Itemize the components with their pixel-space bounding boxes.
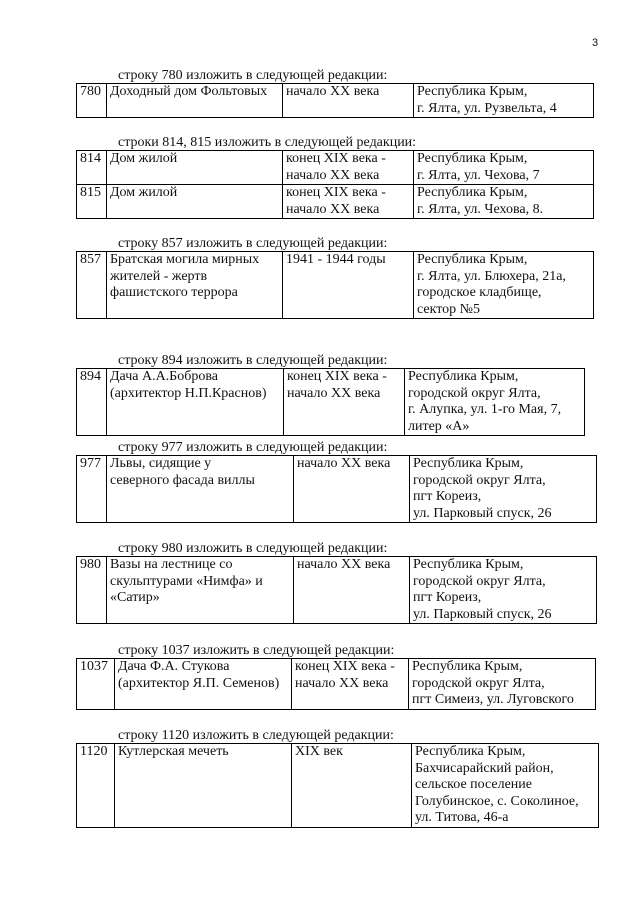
cell-text-line: Кутлерская мечеть [118,744,229,759]
row-number-cell: 780 [77,84,107,118]
cell-text-line: конец XIX века - [287,369,387,384]
cell-text-line: пгт Кореиз, [413,590,482,605]
cell-text-line: г. Ялта, ул. Чехова, 8. [417,201,544,217]
object-name-cell [115,659,292,710]
heritage-table [76,251,594,319]
cell-text-line: пгт Симеиз, ул. Луговского [412,692,574,707]
cell-text-line: Львы, сидящие у [110,456,212,471]
dating-cell [283,151,414,185]
section-heading: строки 814, 815 изложить в следующей редакции: [118,135,417,150]
section-heading: строку 894 изложить в следующей редакции: [118,353,388,368]
cell-text-line: ул. Парковый спуск, 26 [413,505,552,521]
cell-text-line: скульптурами «Нимфа» и [110,573,263,589]
cell-text-line: начало XX века [286,201,380,217]
cell-text-line: сельское поселение [415,777,532,792]
section-heading: строку 980 изложить в следующей редакции: [118,541,388,556]
cell-text-line: Республика Крым, [417,151,528,166]
heritage-table [76,658,596,710]
cell-text-line: жителей - жертв [110,268,208,284]
cell-text-line: Республика Крым, [417,185,528,200]
cell-text-line: (архитектор Я.П. Семенов) [118,675,280,691]
cell-text-line: начало XX века [297,557,391,572]
cell-text-line: городской округ Ялта, [413,573,546,589]
section-heading: строку 1037 изложить в следующей редакции: [118,643,395,658]
cell-text-line: Республика Крым, [417,252,528,267]
cell-text-line: ул. Титова, 46-а [415,810,509,825]
cell-text-line: XIX век [295,744,343,759]
address-cell [414,151,594,185]
address-cell [412,744,599,828]
heritage-table [76,150,594,219]
cell-text-line: городское кладбище, [417,285,542,300]
cell-text-line: 1941 - 1944 годы [286,252,386,267]
cell-text-line: Республика Крым, [413,557,524,572]
row-number-cell: 980 [77,557,107,624]
dating-cell [292,659,409,710]
object-name-cell [107,185,283,219]
section-heading: строку 1120 изложить в следующей редакции: [118,728,394,743]
section-heading: строку 780 изложить в следующей редакции: [118,68,388,83]
address-cell [410,557,597,624]
cell-text-line: Республика Крым, [412,659,523,674]
dating-cell [283,185,414,219]
cell-text-line: начало XX века [297,456,391,471]
cell-text-line: Республика Крым, [413,456,524,471]
cell-text-line: городской округ Ялта, [408,385,541,401]
dating-cell [292,744,412,828]
cell-text-line: городской округ Ялта, [413,472,546,488]
cell-text-line: Дача Ф.А. Стукова [118,659,230,674]
row-number-cell: 857 [77,252,107,319]
object-name-cell [107,557,294,624]
cell-text-line: городской округ Ялта, [412,675,545,691]
cell-text-line: литер «А» [408,418,470,434]
table-row [77,456,597,523]
cell-text-line: Вазы на лестнице со [110,557,233,572]
dating-cell [294,557,410,624]
object-name-cell [107,369,284,436]
object-name-cell [107,456,294,523]
heritage-table [76,556,597,624]
dating-cell [284,369,405,436]
section-heading: строку 977 изложить в следующей редакции: [118,440,388,455]
cell-text-line: Дом жилой [110,151,178,166]
cell-text-line: г. Алупка, ул. 1-го Мая, 7, [408,402,562,417]
cell-text-line: Голубинское, с. Соколиное, [415,793,579,809]
address-cell [409,659,596,710]
cell-text-line: Республика Крым, [408,369,519,384]
cell-text-line: Республика Крым, [417,84,528,99]
cell-text-line: пгт Кореиз, [413,489,482,504]
table-row [77,744,599,828]
cell-text-line: (архитектор Н.П.Краснов) [110,385,267,401]
heritage-table [76,743,599,828]
table-row [77,252,594,319]
cell-text-line: Доходный дом Фольтовых [110,84,268,99]
heritage-table [76,368,585,436]
cell-text-line: «Сатир» [110,590,160,605]
cell-text-line: начало XX века [286,167,380,183]
object-name-cell [107,151,283,185]
cell-text-line: северного фасада виллы [110,472,255,488]
cell-text-line: начало XX века [286,84,380,99]
object-name-cell [115,744,292,828]
cell-text-line: Братская могила мирных [110,252,260,267]
cell-text-line: Бахчисарайский район, [415,760,554,776]
cell-text-line: Республика Крым, [415,744,526,759]
dating-cell [294,456,410,523]
heritage-table [76,83,594,118]
table-row [77,659,596,710]
cell-text-line: г. Ялта, ул. Блюхера, 21а, [417,268,566,284]
cell-text-line: г. Ялта, ул. Чехова, 7 [417,167,540,183]
row-number-cell: 894 [77,369,107,436]
cell-text-line: г. Ялта, ул. Рузвельта, 4 [417,100,557,116]
section-heading: строку 857 изложить в следующей редакции: [118,236,388,251]
table-row [77,369,585,436]
cell-text-line: конец XIX века - [286,185,386,200]
object-name-cell [107,252,283,319]
dating-cell [283,252,414,319]
heritage-table [76,455,597,523]
row-number-cell: 814 [77,151,107,185]
table-row [77,185,594,219]
table-row [77,151,594,185]
row-number-cell: 977 [77,456,107,523]
row-number-cell: 1120 [77,744,115,828]
cell-text-line: начало XX века [295,675,389,691]
cell-text-line: конец XIX века - [295,659,395,674]
address-cell [414,185,594,219]
cell-text-line: Дача А.А.Боброва [110,369,218,384]
table-row [77,557,597,624]
cell-text-line: конец XIX века - [286,151,386,166]
cell-text-line: ул. Парковый спуск, 26 [413,606,552,622]
cell-text-line: начало XX века [287,385,381,401]
cell-text-line: сектор №5 [417,301,481,317]
row-number-cell: 1037 [77,659,115,710]
dating-cell [283,84,414,118]
address-cell [405,369,585,436]
cell-text-line: Дом жилой [110,185,178,200]
address-cell [414,84,594,118]
address-cell [414,252,594,319]
row-number-cell: 815 [77,185,107,219]
page-number: 3 [592,37,599,49]
table-row [77,84,594,118]
address-cell [410,456,597,523]
cell-text-line: фашистского террора [110,285,238,300]
object-name-cell [107,84,283,118]
